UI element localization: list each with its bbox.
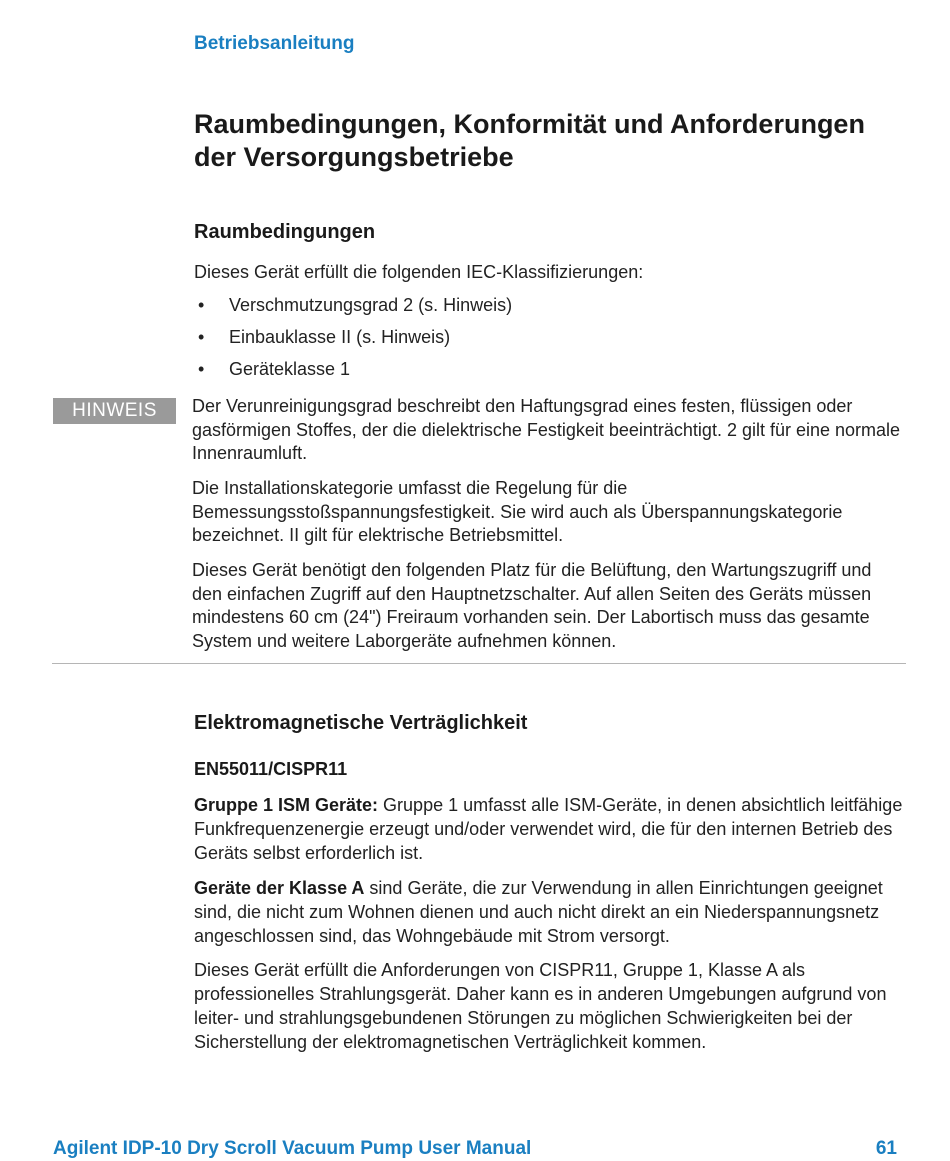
term-class-a: Geräte der Klasse A — [194, 878, 365, 898]
page-title: Raumbedingungen, Konformität und Anforderungen der Versorgungsbetriebe — [194, 109, 865, 172]
bullet-icon: • — [198, 327, 205, 347]
note-paragraph-clearance: Dieses Gerät benötigt den folgenden Platz für die Belüftung, den Wartungszugriff und den einfachen Zugriff auf den Hauptnetzschalter. Auf allen Seiten des Geräts müssen mindestens 60 cm (24") Freiraum vorhanden sein. Der Labortisch muss das gesamte System und weitere Laborgeräte aufnehmen können. — [192, 560, 872, 651]
paragraph-cispr11: Dieses Gerät erfüllt die Anforderungen von CISPR11, Gruppe 1, Klasse A als professionelles Strahlungsgerät. Daher kann es in anderen Umgebungen aufgrund von leiter- und strahlungsgebundenen Störungen zu möglichen Schwierigkeiten bei der Sicherstellung der elektromagnetischen Verträglichkeit kommen. — [194, 960, 887, 1052]
term-group1: Gruppe 1 ISM Geräte: — [194, 795, 379, 815]
paragraph-class-a — [194, 876, 904, 948]
page-number: 61 — [875, 1138, 897, 1159]
section-divider — [52, 663, 906, 664]
paragraph-group1-text: Gruppe 1 umfasst alle ISM-Geräte, in denen absichtlich leitfähige Funkfrequenzenergie erzeugt und/oder verwendet wird, die für den internen Betrieb des Geräts selbst erforderlich ist. — [194, 795, 903, 863]
footer-manual-title: Agilent IDP-10 Dry Scroll Vacuum Pump User Manual — [53, 1138, 532, 1159]
list-item — [194, 353, 512, 385]
note-paragraph-pollution: Der Verunreinigungsgrad beschreibt den Haftungsgrad eines festen, flüssigen oder gasförmigen Stoffes, der die dielektrische Festigkeit beeinträchtigt. 2 gilt für eine normale Innenraumluft. — [192, 396, 901, 463]
paragraph-class-a-text: sind Geräte, die zur Verwendung in allen Einrichtungen geeignet sind, die nicht zum Wohnen dienen und auch nicht direkt an ein Niederspannungsnetz angeschlossen sind, das Wohngebäude mit Strom versorgt. — [194, 878, 883, 946]
list-item-text: Geräteklasse 1 — [229, 359, 351, 379]
classification-intro: Dieses Gerät erfüllt die folgenden IEC-Klassifizierungen: — [194, 262, 644, 282]
list-item — [194, 321, 512, 353]
list-item-text: Einbauklasse II (s. Hinweis) — [229, 327, 451, 347]
note-badge: HINWEIS — [53, 398, 176, 424]
bullet-icon: • — [198, 295, 205, 315]
bullet-icon: • — [198, 359, 205, 379]
note-paragraph-installation: Die Installationskategorie umfasst die Regelung für die Bemessungsstoßspannungsfestigkeit. Sie wird auch als Überspannungskategorie bezeichnet. II gilt für elektrische Betriebsmittel. — [192, 478, 843, 545]
subheading-en55011: EN55011/CISPR11 — [194, 759, 348, 779]
section-heading-raumbedingungen: Raumbedingungen — [194, 221, 376, 243]
paragraph-group1 — [194, 793, 904, 865]
list-item-text: Verschmutzungsgrad 2 (s. Hinweis) — [229, 295, 513, 315]
breadcrumb[interactable]: Betriebsanleitung — [194, 33, 355, 54]
section-heading-emv: Elektromagnetische Verträglichkeit — [194, 712, 528, 734]
list-item — [194, 289, 512, 321]
classification-list — [194, 289, 512, 385]
